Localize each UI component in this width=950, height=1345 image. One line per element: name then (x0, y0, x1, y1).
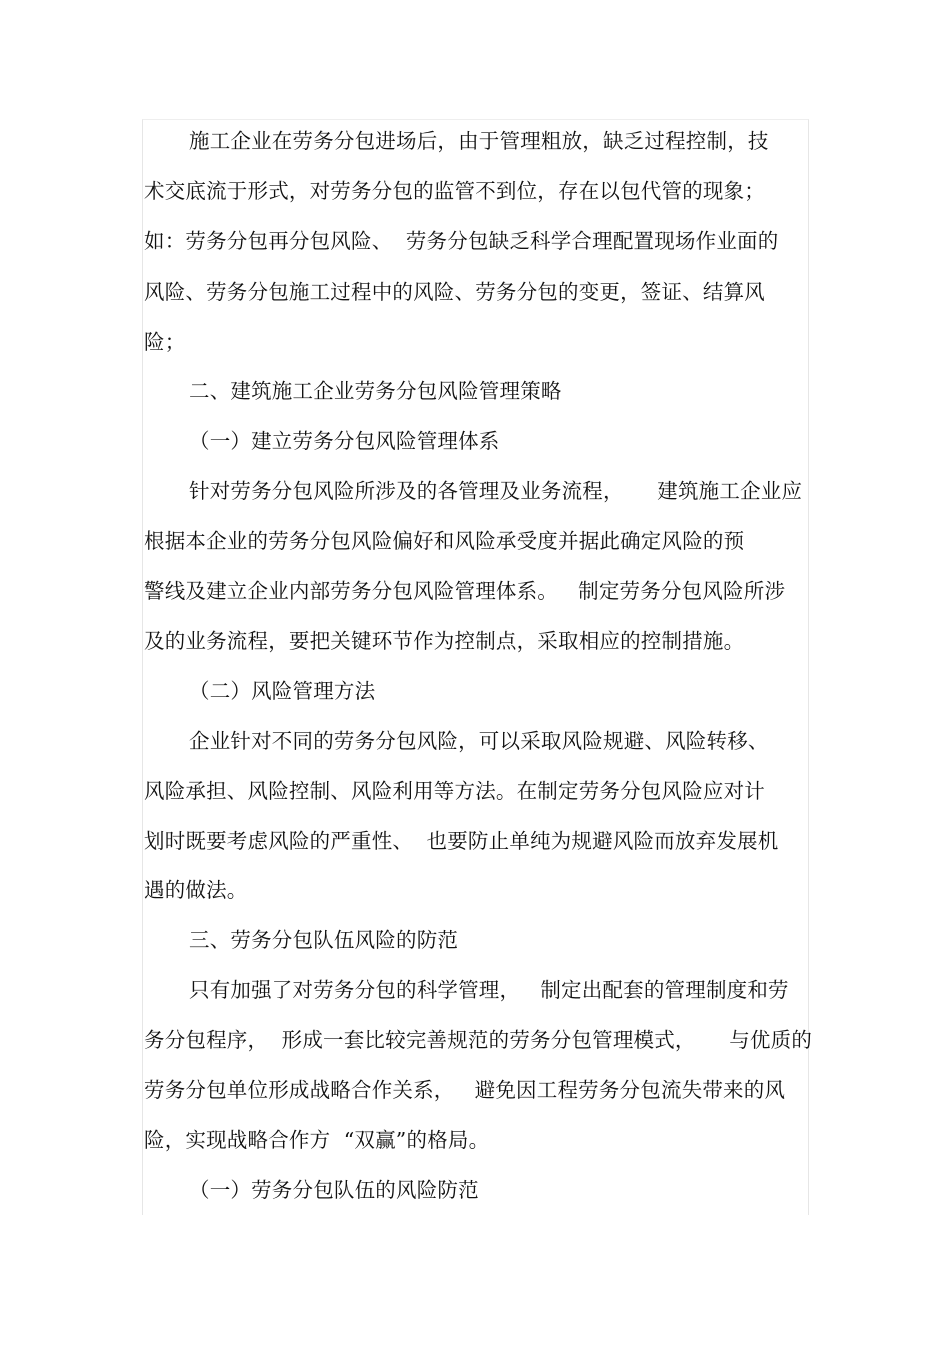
paragraph-line: 务分包程序， 形成一套比较完善规范的劳务分包管理模式， 与优质的 (144, 1028, 813, 1052)
paragraph-line: 划时既要考虑风险的严重性、 也要防止单纯为规避风险而放弃发展机 (144, 829, 779, 853)
subsection-heading: （一）建立劳务分包风险管理体系 (189, 429, 500, 453)
paragraph-line: 风险、劳务分包施工过程中的风险、劳务分包的变更，签证、结算风 (144, 280, 765, 304)
paragraph-line: 术交底流于形式，对劳务分包的监管不到位，存在以包代管的现象； (144, 179, 765, 203)
paragraph-line: 施工企业在劳务分包进场后，由于管理粗放，缺乏过程控制，技 (189, 129, 769, 153)
paragraph-line: 警线及建立企业内部劳务分包风险管理体系。 制定劳务分包风险所涉 (144, 579, 786, 603)
paragraph-line: 遇的做法。 (144, 878, 248, 902)
paragraph-line: 险； (144, 330, 186, 354)
section-heading: 三、劳务分包队伍风险的防范 (189, 928, 459, 952)
paragraph-line: 及的业务流程，要把关键环节作为控制点，采取相应的控制措施。 (144, 629, 745, 653)
paragraph-line: 根据本企业的劳务分包风险偏好和风险承受度并据此确定风险的预 (144, 529, 745, 553)
paragraph-line: 险，实现战略合作方 “双赢”的格局。 (144, 1128, 490, 1152)
subsection-heading: （二）风险管理方法 (189, 679, 376, 703)
paragraph-line: 针对劳务分包风险所涉及的各管理及业务流程， 建筑施工企业应 (189, 479, 803, 503)
paragraph-line: 风险承担、风险控制、风险利用等方法。在制定劳务分包风险应对计 (144, 779, 765, 803)
subsection-heading: （一）劳务分包队伍的风险防范 (189, 1178, 479, 1202)
section-heading: 二、建筑施工企业劳务分包风险管理策略 (189, 379, 562, 403)
paragraph-line: 如：劳务分包再分包风险、 劳务分包缺乏科学合理配置现场作业面的 (144, 229, 779, 253)
paragraph-line: 企业针对不同的劳务分包风险，可以采取风险规避、风险转移、 (189, 729, 769, 753)
paragraph-line: 劳务分包单位形成战略合作关系， 避免因工程劳务分包流失带来的风 (144, 1078, 786, 1102)
paragraph-line: 只有加强了对劳务分包的科学管理， 制定出配套的管理制度和劳 (189, 978, 789, 1002)
